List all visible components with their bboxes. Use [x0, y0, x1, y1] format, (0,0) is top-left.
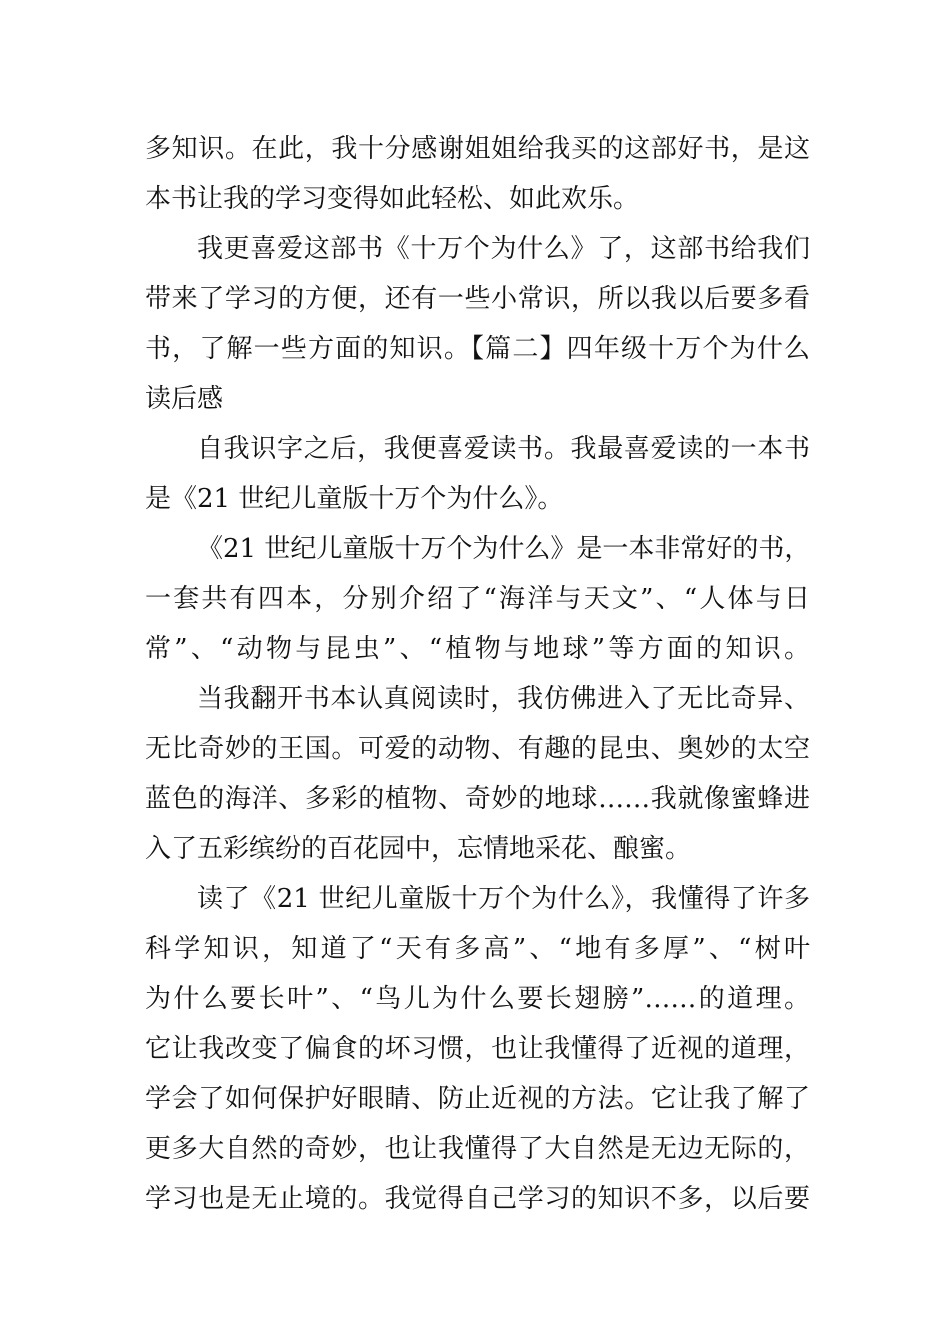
text-line: 无比奇妙的王国。可爱的动物、有趣的昆虫、奥妙的太空 [145, 734, 810, 764]
text-line: 当我翻开书本认真阅读时，我仿佛进入了无比奇异、 [197, 684, 810, 714]
text-line: 我更喜爱这部书《十万个为什么》了，这部书给我们 [197, 234, 810, 264]
text-line: 常”、“动物与昆虫”、“植物与地球”等方面的知识。 [145, 634, 810, 664]
text-line: 更多大自然的奇妙，也让我懂得了大自然是无边无际的， [145, 1134, 810, 1164]
text-line: 蓝色的海洋、多彩的植物、奇妙的地球……我就像蜜蜂进 [145, 784, 810, 814]
text-line: 带来了学习的方便，还有一些小常识，所以我以后要多看 [145, 284, 810, 314]
text-line: 读后感 [145, 384, 224, 414]
text-line: 为什么要长叶”、“鸟儿为什么要长翅膀”……的道理。 [145, 984, 810, 1014]
text-line: 学会了如何保护好眼睛、防止近视的方法。它让我了解了 [145, 1084, 810, 1114]
text-line: 书，了解一些方面的知识。【篇二】四年级十万个为什么 [145, 334, 810, 364]
text-line: 多知识。在此，我十分感谢姐姐给我买的这部好书，是这 [145, 134, 810, 164]
text-line: 《21 世纪儿童版十万个为什么》是一本非常好的书， [197, 534, 811, 564]
text-line: 一套共有四本，分别介绍了“海洋与天文”、“人体与日 [145, 584, 810, 614]
text-line: 是《21 世纪儿童版十万个为什么》。 [145, 484, 564, 514]
text-line: 本书让我的学习变得如此轻松、如此欢乐。 [145, 184, 640, 214]
text-line: 它让我改变了偏食的坏习惯，也让我懂得了近视的道理， [145, 1034, 810, 1064]
text-line: 读了《21 世纪儿童版十万个为什么》，我懂得了许多 [197, 884, 810, 914]
text-line: 科学知识，知道了“天有多高”、“地有多厚”、“树叶 [145, 934, 810, 964]
text-line: 学习也是无止境的。我觉得自己学习的知识不多，以后要 [145, 1184, 810, 1214]
text-line: 入了五彩缤纷的百花园中，忘情地采花、酿蜜。 [145, 834, 692, 864]
text-line: 自我识字之后，我便喜爱读书。我最喜爱读的一本书 [197, 434, 810, 464]
